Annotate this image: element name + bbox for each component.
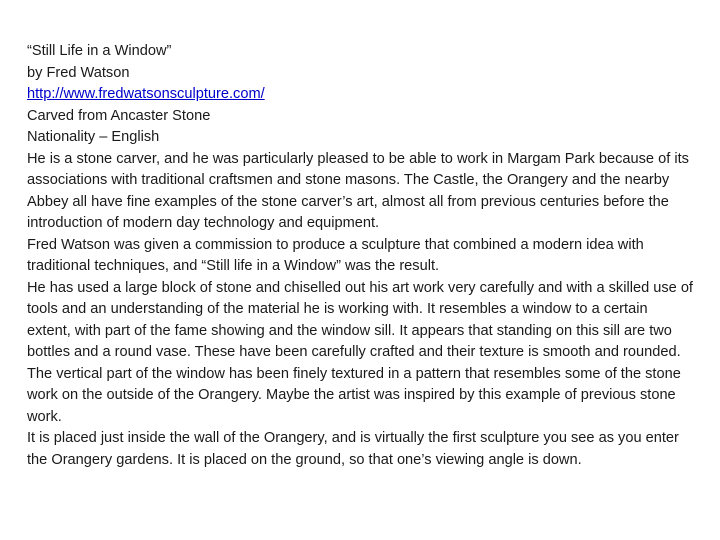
artist-byline: by Fred Watson [27, 64, 130, 81]
artwork-title: “Still Life in a Window” [27, 43, 172, 59]
paragraph-texture: The vertical part of the window has been finely textured in a pattern that resembles some of the stone work on the outside of the Orangery. Maybe the artist was inspired by this example of previous stone work. [27, 365, 681, 425]
paragraph-commission: Fred Watson was given a commission to produce a sculpture that combined a modern idea with traditional techniques, and “Still life in a Window” was the result. [27, 236, 644, 274]
paragraph-stone-carver: He is a stone carver, and he was particularly pleased to be able to work in Margam Park because of its associations with traditional craftsmen and stone masons. The Castle, the Orangery and the nearby Abbey all have fine examples of the stone carver’s art, almost all from previous centuries before the introduction of modern day technology and equipment. [27, 150, 689, 231]
paragraph-technique: He has used a large block of stone and chiselled out his art work very carefully and with a skilled use of tools and an understanding of the material he is working with. It resembles a window to a certain extent, with part of the fame showing and the window sill. It appears that standing on this sill are two bottles and a round vase. These have been carefully crafted and their texture is smooth and rounded. [27, 279, 693, 360]
nationality-line: Nationality – English [27, 129, 160, 145]
text-body [27, 41, 695, 471]
paragraph-placement: It is placed just inside the wall of the Orangery, and is virtually the first sculpture you see as you enter the Orangery gardens. It is placed on the ground, so that one’s viewing angle is down. [27, 430, 679, 468]
artist-website-link[interactable]: http://www.fredwatsonsculpture.com/ [27, 86, 265, 102]
material-line: Carved from Ancaster Stone [27, 107, 211, 124]
